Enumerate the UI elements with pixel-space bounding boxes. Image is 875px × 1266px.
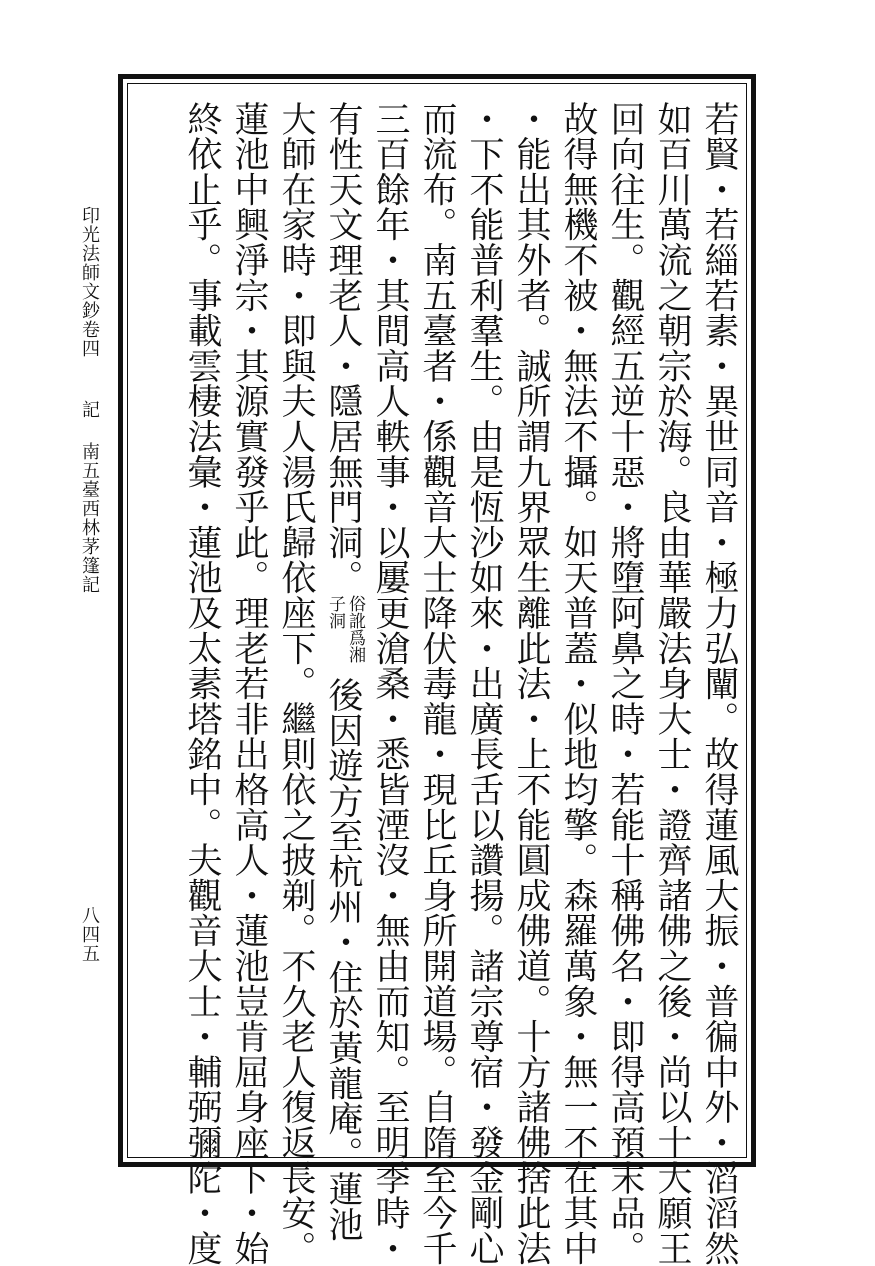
page-number: 八四五 xyxy=(79,906,100,963)
text-column-3 xyxy=(603,101,647,1266)
text-column-5 xyxy=(509,101,553,1266)
column-text: 有性天文理老人・隱居無門洞。 xyxy=(323,101,363,596)
column-text: 三百餘年・其間高人軼事・以屢更滄桑・悉皆湮沒・無由而知。至明季時・ xyxy=(370,101,410,1266)
text-column-2 xyxy=(650,101,694,1266)
essay-title: 南五臺西林茅篷記 xyxy=(79,442,100,594)
column-text: 終依止乎。事載雲棲法彙・蓮池及太素塔銘中。夫觀音大士・輔弼彌陀・度 xyxy=(182,101,222,1266)
text-column-6 xyxy=(462,101,506,1266)
text-column-8 xyxy=(368,101,412,1266)
column-text: 大師在家時・即與夫人湯氏歸依座下。繼則依之披剃。不久老人復返長安。 xyxy=(276,101,316,1266)
column-text-continued: 後因遊方至杭州・住於黃龍庵。蓮池 xyxy=(323,677,363,1243)
column-text: ・下不能普利羣生。由是恆沙如來・出廣長舌以讚揚。諸宗尊宿・發金剛心 xyxy=(464,101,504,1266)
book-title: 印光法師文鈔卷四 xyxy=(79,206,100,358)
column-text: ・能出其外者。誠所謂九界眾生離此法・上不能圓成佛道。十方諸佛捨此法 xyxy=(511,101,551,1266)
text-column-1 xyxy=(697,101,741,1266)
section-label: 記 xyxy=(79,400,100,419)
column-text: 故得無機不被・無法不攝。如天普蓋・似地均擎。森羅萬象・無一不在其中 xyxy=(558,101,598,1266)
text-column-7 xyxy=(415,101,459,1266)
text-column-12 xyxy=(180,101,224,1266)
column-text: 若賢・若緇若素・異世同音・極力弘闡。故得蓮風大振・普徧中外・滔滔然 xyxy=(699,101,739,1266)
column-text: 蓮池中興淨宗・其源實發乎此。理老若非出格高人・蓮池豈肯屈身座下・始 xyxy=(229,101,269,1266)
text-column-9 xyxy=(321,101,365,1242)
column-text: 回向往生。觀經五逆十惡・將墮阿鼻之時・若能十稱佛名・即得高預末品。 xyxy=(605,101,645,1266)
text-column-4 xyxy=(556,101,600,1266)
interlinear-note: 俗訛爲湘子洞 xyxy=(325,595,365,664)
column-text: 而流布。南五臺者・係觀音大士降伏毒龍・現比丘身所開道場。自隋至今千 xyxy=(417,101,457,1266)
column-text: 如百川萬流之朝宗於海。良由華嚴法身大士・證齊諸佛之後・尚以十大願王 xyxy=(652,101,692,1266)
text-column-11 xyxy=(227,101,271,1266)
text-column-10 xyxy=(274,101,318,1266)
